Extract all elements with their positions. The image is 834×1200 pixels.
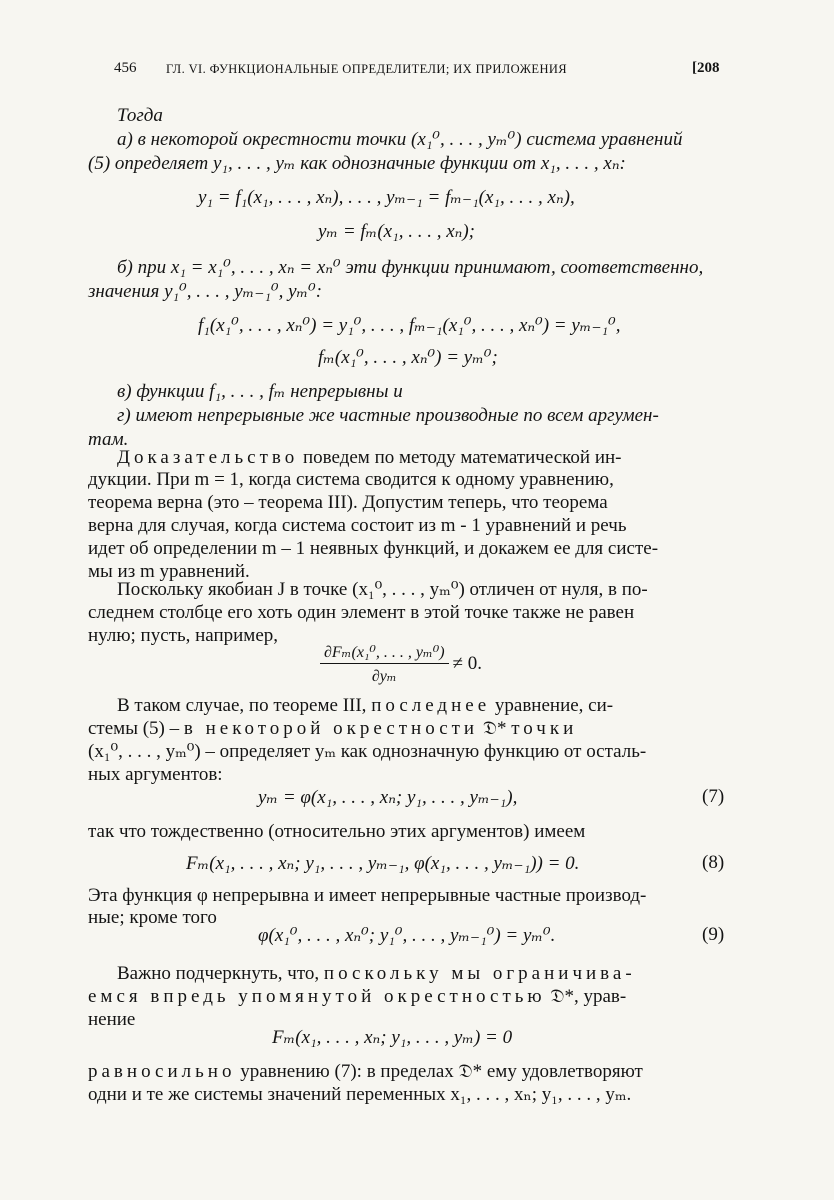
equation: f₁(x₁⁰, . . . , xₙ⁰) = y₁⁰, . . . , fₘ₋₁(x₁⁰, . . . , xₙ⁰) = yₘ₋₁⁰,	[198, 315, 621, 336]
spaced-word: поскольку мы ограничива-	[323, 963, 636, 984]
text-line: одни и те же системы значений переменных x₁, . . . , xₙ; y₁, . . . , yₘ.	[88, 1084, 632, 1105]
text-line	[88, 717, 577, 740]
equation: Fₘ(x₁, . . . , xₙ; y₁, . . . , yₘ₋₁, φ(x₁, . . . , yₘ₋₁)) = 0.	[186, 853, 580, 874]
text-line: мы из m уравнений.	[88, 561, 250, 582]
spaced-word: последнее	[371, 695, 491, 716]
equation-number: (9)	[702, 924, 725, 945]
text-line: в) функции f₁, . . . , fₘ непрерывны и	[117, 381, 403, 402]
text-line: Поскольку якобиан J в точке (x₁⁰, . . . , yₘ⁰) отличен от нуля, в по-	[117, 579, 648, 600]
text-line: ные; кроме того	[88, 907, 217, 928]
text-line: (5) определяет y₁, . . . , yₘ как однозначные функции от x₁, . . . , xₙ:	[88, 153, 626, 174]
spaced-word: Доказательство	[117, 447, 299, 468]
fraction-relation: ≠ 0.	[452, 653, 482, 674]
fraction-denominator: ∂yₘ	[371, 668, 397, 685]
text-line	[88, 985, 626, 1008]
equation: yₘ = φ(x₁, . . . , xₙ; y₁, . . . , yₘ₋₁),	[258, 787, 518, 808]
text-span: 𝔇*, урав-	[545, 986, 627, 1007]
text-span: стемы (5) –	[88, 718, 184, 739]
text-line: там.	[88, 429, 129, 450]
page-number: 456	[114, 60, 137, 76]
fraction-numerator: ∂Fₘ(x₁⁰, . . . , yₘ⁰)	[320, 642, 449, 664]
text-line: идет об определении m – 1 неявных функций, и докажем ее для систе-	[88, 538, 659, 559]
equation: Fₘ(x₁, . . . , xₙ; y₁, . . . , yₘ) = 0	[272, 1027, 513, 1048]
spaced-word: емся впредь упомянутой окрестностью	[88, 986, 546, 1007]
text-span: уравнению (7): в пределах 𝔇* ему удовлетворяют	[235, 1061, 643, 1082]
spaced-word: в некоторой окрестности	[183, 718, 479, 739]
text-line: Тогда	[117, 105, 163, 126]
text-line	[88, 1060, 643, 1083]
text-line: верна для случая, когда система состоит из m - 1 уравнений и речь	[88, 515, 627, 536]
text-span: 𝔇*	[478, 718, 512, 739]
fraction-equation	[320, 642, 482, 686]
text-line: (x₁⁰, . . . , yₘ⁰) – определяет yₘ как однозначную функцию от осталь-	[88, 741, 647, 762]
text-line	[117, 128, 682, 151]
text-line	[117, 962, 636, 985]
text-line: нулю; пусть, например,	[88, 625, 278, 646]
equation: y₁ = f₁(x₁, . . . , xₙ), . . . , yₘ₋₁ = fₘ₋₁(x₁, . . . , xₙ),	[198, 187, 575, 208]
equation: φ(x₁⁰, . . . , xₙ⁰; y₁⁰, . . . , yₘ₋₁⁰) = yₘ⁰.	[258, 925, 556, 946]
text-line: нение	[88, 1009, 136, 1030]
equation-number: (7)	[702, 786, 725, 807]
fraction	[320, 642, 449, 686]
running-title: ГЛ. VI. ФУНКЦИОНАЛЬНЫЕ ОПРЕДЕЛИТЕЛИ; ИХ ПРИЛОЖЕНИЯ	[166, 62, 568, 76]
text-span: уравнение, си-	[490, 695, 614, 716]
text-span: а) в некоторой окрестности точки (x₁⁰, . . . , yₘ⁰) система уравнений	[117, 129, 683, 150]
text-span: Важно подчеркнуть, что,	[117, 963, 324, 984]
equation-number: (8)	[702, 852, 725, 873]
equation: yₘ = fₘ(x₁, . . . , xₙ);	[318, 221, 475, 242]
text-line	[117, 446, 622, 469]
text-line: значения y₁⁰, . . . , yₘ₋₁⁰, yₘ⁰:	[88, 281, 323, 302]
text-line: ных аргументов:	[88, 764, 223, 785]
section-number: [208	[692, 60, 720, 76]
equation: fₘ(x₁⁰, . . . , xₙ⁰) = yₘ⁰;	[318, 347, 498, 368]
text-line: Эта функция φ непрерывна и имеет непрерывные частные производ-	[88, 885, 647, 906]
text-line: б) при x₁ = x₁⁰, . . . , xₙ = xₙ⁰ эти функции принимают, соответственно,	[117, 257, 704, 278]
text-line: дукции. При m = 1, когда система сводится к одному уравнению,	[88, 469, 614, 490]
text-line: следнем столбце его хоть один элемент в этой точке также не равен	[88, 602, 635, 623]
text-span: поведем по методу математической ин-	[298, 447, 622, 468]
spaced-word: точки	[511, 718, 578, 739]
text-line: г) имеют непрерывные же частные производные по всем аргумен-	[117, 405, 659, 426]
text-line: теорема верна (это – теорема III). Допустим теперь, что теорема	[88, 492, 608, 513]
text-line	[117, 694, 613, 717]
spaced-word: равносильно	[88, 1061, 236, 1082]
text-line: так что тождественно (относительно этих аргументов) имеем	[88, 821, 586, 842]
text-span: В таком случае, по теореме III,	[117, 695, 372, 716]
